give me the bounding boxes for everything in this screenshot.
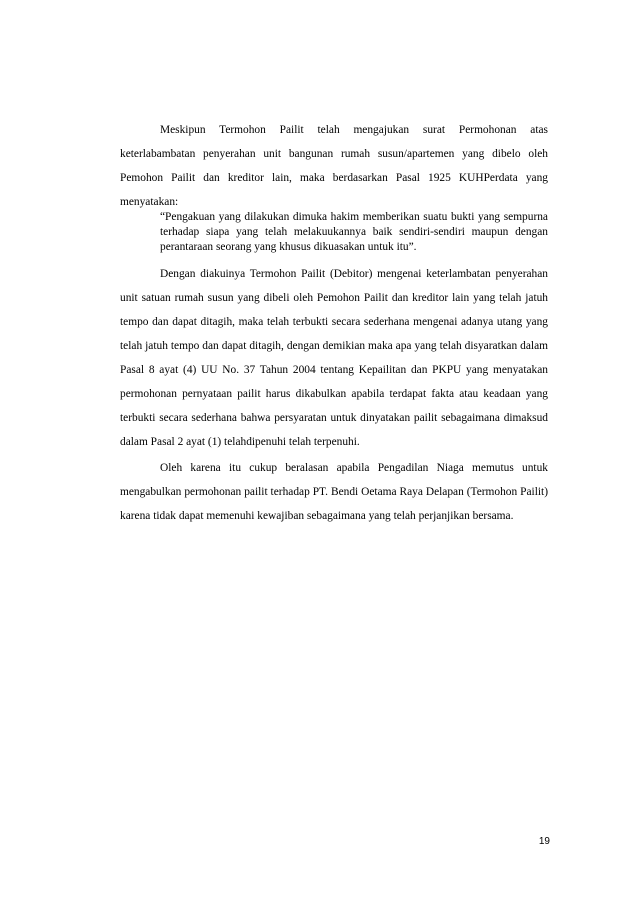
page-number: 19 — [538, 836, 550, 847]
paragraph-2: Dengan diakuinya Termohon Pailit (Debitor) mengenai keterlambatan penyerahan unit satuan rumah susun yang dibeli oleh Pemohon Pailit dan kreditor lain yang telah jatuh tempo dan dapat ditagih, maka telah terbukti secara sederhana mengenai adanya utang yang telah jatuh tempo dan dapat ditagih, dengan demikian maka apa yang telah disyaratkan dalam Pasal 8 ayat (4) UU No. 37 Tahun 2004 tentang Kepailitan dan PKPU yang menyatakan permohonan pernyataan pailit harus dikabulkan apabila terdapat fakta atau keadaan yang terbukti secara sederhana bahwa persyaratan untuk dinyatakan pailit sebagaimana dimaksud dalam Pasal 2 ayat (1) telahdipenuhi telah terpenuhi. — [120, 268, 548, 448]
paragraph-3: Oleh karena itu cukup beralasan apabila Pengadilan Niaga memutus untuk mengabulkan permohonan pailit terhadap PT. Bendi Oetama Raya Delapan (Termohon Pailit) karena tidak dapat memenuhi kewajiban sebagaimana yang telah perjanjikan bersama. — [120, 462, 548, 522]
block-quote: “Pengakuan yang dilakukan dimuka hakim memberikan suatu bukti yang sempurna terhadap siapa yang telah melakuukannya baik sendiri-sendiri maupun dengan perantaraan seorang yang khusus dikuasakan untuk itu”. — [160, 211, 548, 253]
paragraph-1: Meskipun Termohon Pailit telah mengajukan surat Permohonan atas keterlabambatan penyerahan unit bangunan rumah susun/apartemen yang dibelo oleh Pemohon Pailit dan kreditor lain, maka berdasarkan Pasal 1925 KUHPerdata yang menyatakan: — [120, 124, 548, 208]
